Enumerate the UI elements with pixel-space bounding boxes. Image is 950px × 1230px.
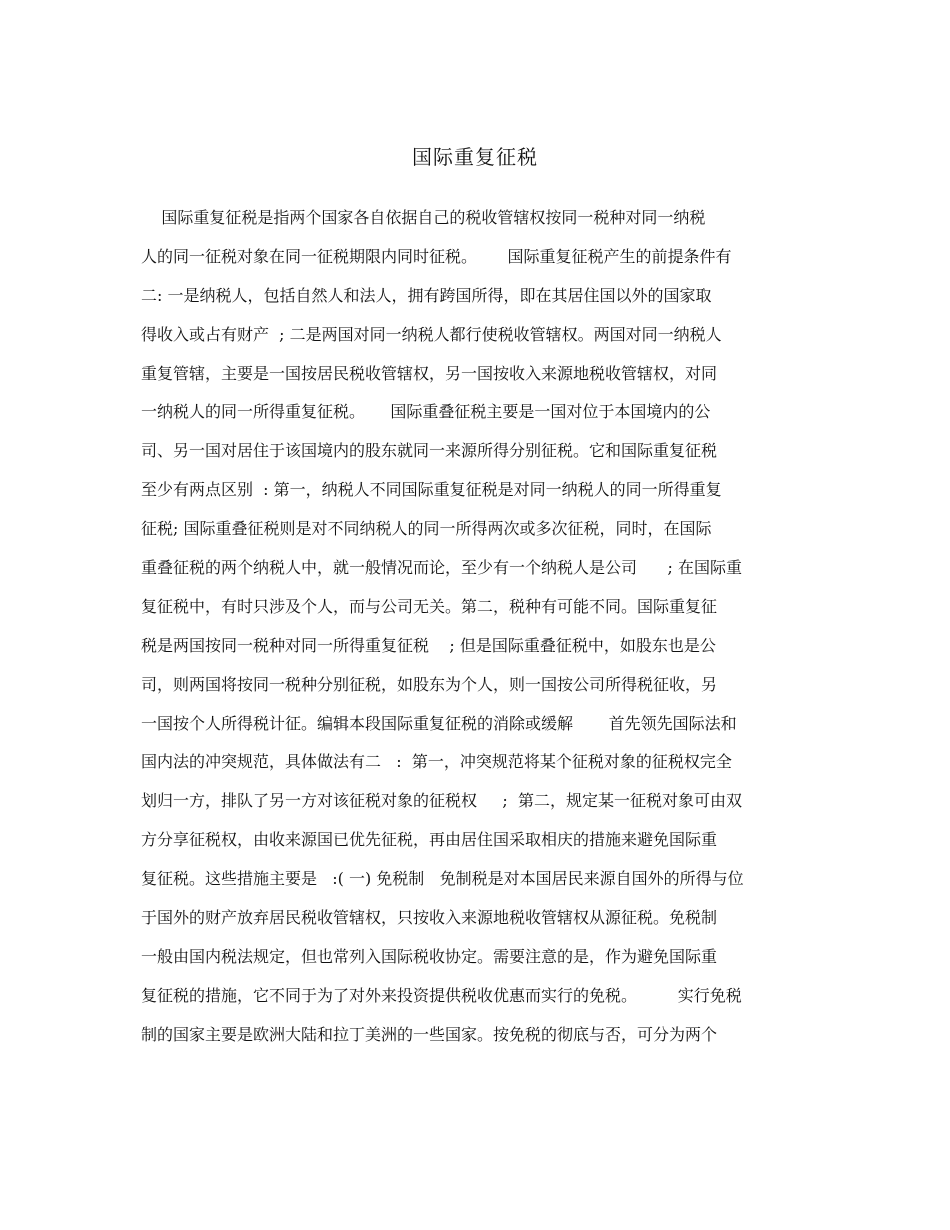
text-line: 方分享征税权，由收来源国已优先征税，再由居住国采取相庆的措施来避免国际重 [141,830,718,850]
text-line: 复征税的措施，它不同于为了对外来投资提供税收优惠而实行的免税。 实行免税 [141,985,742,1005]
text-line: 划归一方，排队了另一方对该征税对象的征税权 ; 第二，规定某一征税对象可由双 [141,791,742,811]
text-line: 人的同一征税对象在同一征税期限内同时征税。 国际重复征税产生的前提条件有 [141,246,732,266]
text-line: 复征税中，有时只涉及个人，而与公司无关。第二，税种有可能不同。国际重复征 [141,596,718,616]
document-body [141,204,821,1060]
text-line: 一纳税人的同一所得重复征税。 国际重叠征税主要是一国对位于本国境内的公 [141,402,711,422]
text-line: 司、另一国对居住于该国境内的股东就同一来源所得分别征税。它和国际重复征税 [141,441,718,461]
document-title: 国际重复征税 [412,145,538,169]
text-line: 二: 一是纳税人，包括自然人和法人，拥有跨国所得，即在其居住国以外的国家取 [141,285,712,305]
text-line: 复征税。这些措施主要是 :( 一) 免税制 免制税是对本国居民来源自国外的所得与位 [141,869,744,889]
text-line: 重叠征税的两个纳税人中，就一般情况而论，至少有一个纳税人是公司 ; 在国际重 [141,558,742,578]
text-line: 得收入或占有财产 ; 二是两国对同一纳税人都行使税收管辖权。两国对同一纳税人 [141,324,722,344]
text-line: 国内法的冲突规范，具体做法有二 : 第一，冲突规范将某个征税对象的征税权完全 [141,752,732,772]
text-line: 税是两国按同一税种对同一所得重复征税 ; 但是国际重叠征税中，如股东也是公 [141,635,716,655]
text-line: 征税; 国际重叠征税则是对不同纳税人的同一所得两次或多次征税，同时，在国际 [141,519,712,539]
text-line: 制的国家主要是欧洲大陆和拉丁美洲的一些国家。按免税的彻底与否，可分为两个 [141,1024,718,1044]
text-line: 一般由国内税法规定，但也常列入国际税收协定。需要注意的是，作为避免国际重 [141,946,718,966]
text-line: 重复管辖，主要是一国按居民税收管辖权，另一国按收入来源地税收管辖权，对同 [141,363,718,383]
text-line: 一国按个人所得税计征。编辑本段国际重复征税的消除或缓解 首先领先国际法和 [141,713,737,733]
text-line: 于国外的财产放弃居民税收管辖权，只按收入来源地税收管辖权从源征税。免税制 [141,908,718,928]
text-line: 国际重复征税是指两个国家各自依据自己的税收管辖权按同一税种对同一纳税 [141,208,706,227]
text-line: 司，则两国将按同一税种分别征税，如股东为个人，则一国按公司所得税征收，另 [141,674,718,694]
text-line: 至少有两点区别 : 第一，纳税人不同国际重复征税是对同一纳税人的同一所得重复 [141,480,722,500]
